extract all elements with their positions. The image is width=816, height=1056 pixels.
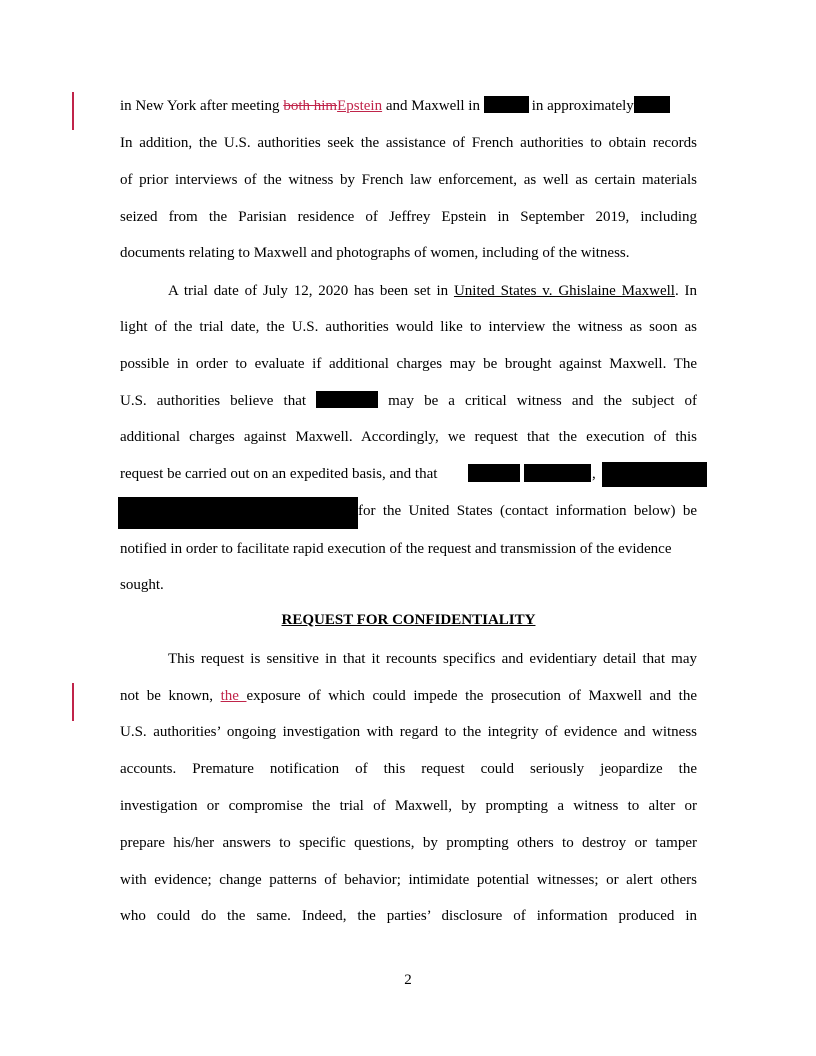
body-line: who could do the same. Indeed, the parties’ disclosure of information produced in <box>120 908 697 924</box>
redaction-box <box>524 464 591 482</box>
redaction-box <box>468 464 520 482</box>
body-line: notified in order to facilitate rapid execution of the request and transmission of the evidence <box>120 541 672 557</box>
inserted-text: the <box>220 688 247 704</box>
body-line: possible in order to evaluate if additional charges may be brought against Maxwell. The <box>120 356 697 372</box>
body-line: documents relating to Maxwell and photographs of women, including of the witness. <box>120 245 630 261</box>
redaction-box <box>484 96 529 113</box>
redaction-box <box>118 497 358 529</box>
inserted-text: Epstein <box>337 98 383 114</box>
deleted-text: both him <box>283 98 338 114</box>
body-line: U.S. authorities’ ongoing investigation with regard to the integrity of evidence and witness <box>120 724 697 740</box>
body-line: investigation or compromise the trial of Maxwell, by prompting a witness to alter or <box>120 798 697 814</box>
body-line: with evidence; change patterns of behavior; intimidate potential witnesses; or alert others <box>120 872 697 888</box>
body-line: A trial date of July 12, 2020 has been set in United States v. Ghislaine Maxwell. In <box>168 283 697 299</box>
body-line: In addition, the U.S. authorities seek the assistance of French authorities to obtain records <box>120 135 697 151</box>
body-line: request be carried out on an expedited basis, and that <box>120 466 438 482</box>
redaction-box <box>634 96 670 113</box>
change-bar <box>72 92 74 130</box>
section-heading: REQUEST FOR CONFIDENTIALITY <box>281 612 536 628</box>
body-line: accounts. Premature notification of this request could seriously jeopardize the <box>120 761 697 777</box>
case-name: United States v. Ghislaine Maxwell <box>453 283 675 299</box>
body-line: not be known, the exposure of which could impede the prosecution of Maxwell and the <box>120 688 697 704</box>
change-bar <box>72 683 74 721</box>
body-line: in New York after meeting both himEpstein and Maxwell in in approximately <box>120 96 697 115</box>
body-line: seized from the Parisian residence of Jeffrey Epstein in September 2019, including <box>120 209 697 225</box>
page-number: 2 <box>404 972 412 988</box>
redaction-box <box>316 391 378 408</box>
body-line: U.S. authorities believe that may be a critical witness and the subject of <box>120 393 698 409</box>
redaction-box <box>602 462 707 487</box>
body-line: light of the trial date, the U.S. authorities would like to interview the witness as soon as <box>120 319 697 335</box>
body-line: additional charges against Maxwell. Accordingly, we request that the execution of this <box>120 429 697 445</box>
body-line: prepare his/her answers to specific questions, by prompting others to destroy or tamper <box>120 835 697 851</box>
body-line: for the United States (contact information below) be <box>358 503 697 519</box>
body-line: of prior interviews of the witness by French law enforcement, as well as certain materials <box>120 172 697 188</box>
body-line: sought. <box>120 577 164 593</box>
body-line: This request is sensitive in that it recounts specifics and evidentiary detail that may <box>168 651 697 667</box>
